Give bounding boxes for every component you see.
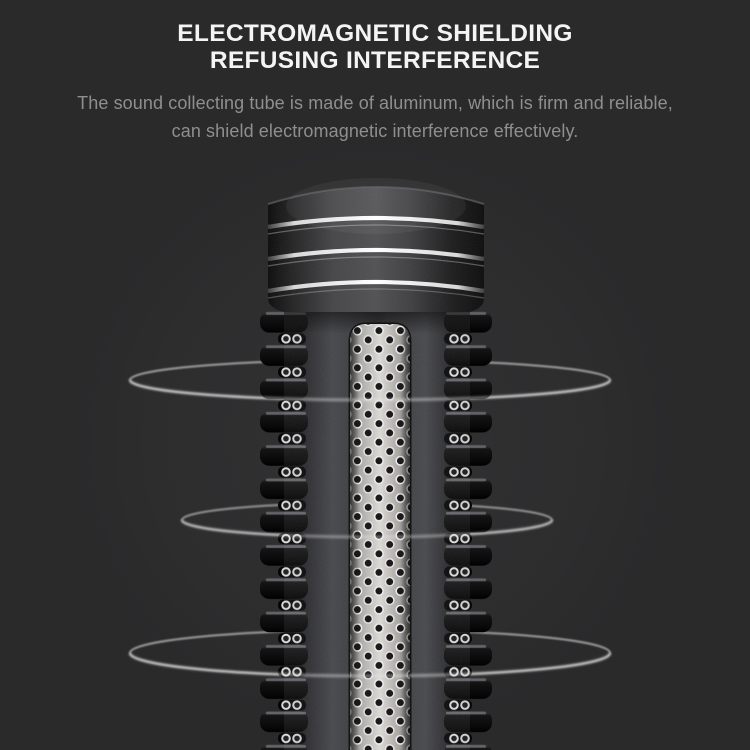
subtitle-line-2: can shield electromagnetic interference effectively. [171,121,579,141]
title-line-2: REFUSING INTERFERENCE [209,47,541,74]
subtitle-line-1: The sound collecting tube is made of aluminum, which is firm and reliable, [77,93,673,113]
subtitle [0,89,750,145]
title-line-1: ELECTROMAGNETIC SHIELDING [177,20,573,47]
microphone [258,178,492,750]
page-title [0,20,750,74]
headline-block [0,20,750,145]
metal-texture-overlay [258,185,492,750]
